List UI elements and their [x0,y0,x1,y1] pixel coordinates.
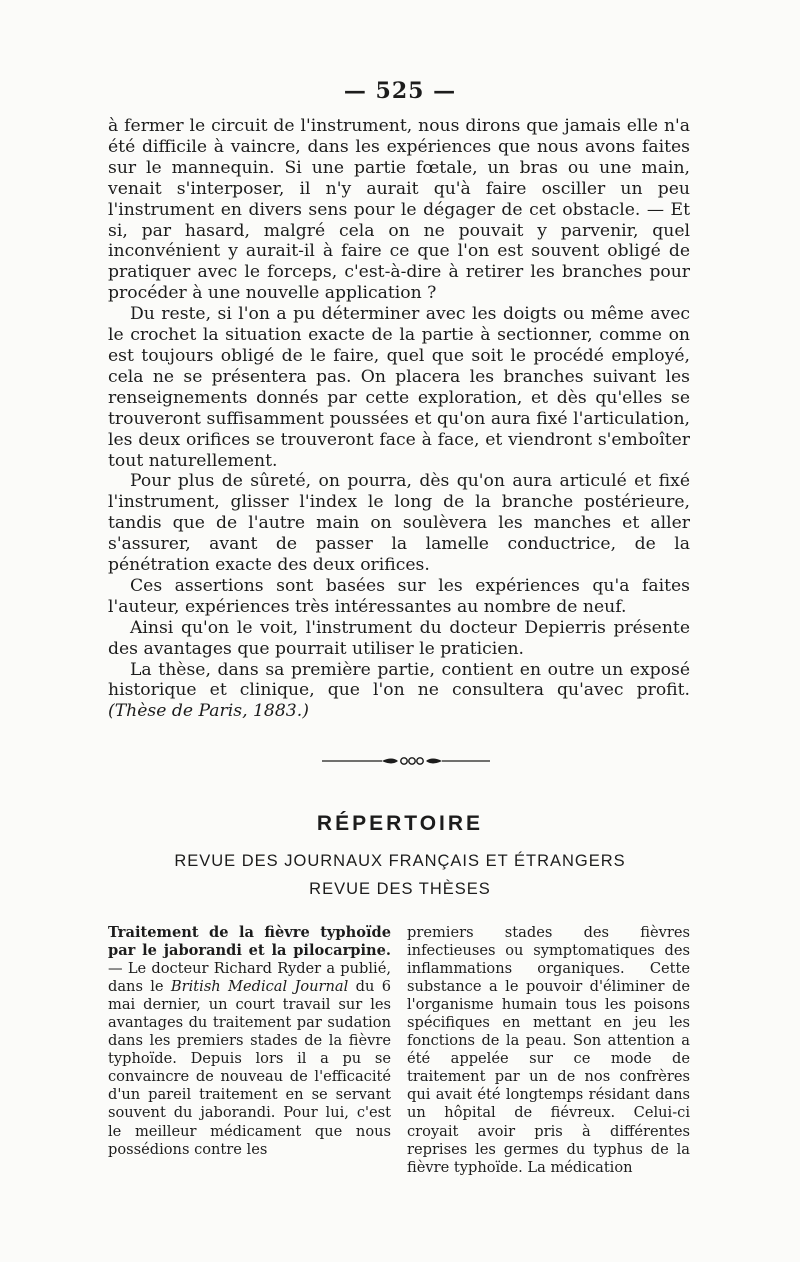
page-number: — 525 — [343,78,457,104]
article-left-text-b: du 6 mai dernier, un court travail sur les avantages du traitement par sudation dans les premiers stades de la fièvre typhoïde. Depuis lors il a pu se convaincre de nouveau de l'efficacité d'un pareil traitement en se servant souvent du jaborandi. Pour lui, c'est le meilleur médicament que nous possédions contre les [108,978,391,1158]
article-left-paragraph [108,924,391,1159]
paragraph-1: à fermer le circuit de l'instrument, nous dirons que jamais elle n'a été difficile à vaincre, dans les expériences que nous avons faites sur le mannequin. Si une partie fœtale, un bras ou une main, venait s'interposer, il n'y aurait qu'à faire osciller un peu l'instrument en divers sens pour le dégager de cet obstacle. — Et si, par hasard, malgré cela on ne pouvait y parvenir, quel inconvénient y aurait-il à faire ce que l'on est souvent obligé de pratiquer avec le forceps, c'est-à-dire à retirer les branches pour procéder à une nouvelle application ? [108,116,690,304]
body-text [108,116,690,722]
paragraph-6 [108,660,690,723]
article-left-text-a: — Le docteur Richard Ryder a publié, dans le [108,960,391,996]
article-column-left [108,924,391,1159]
repertoire-title: RÉPERTOIRE [316,812,484,835]
repertoire-section: REVUE DES THÈSES [309,880,491,898]
journal-name: British Medical Journal [170,978,349,996]
thesis-reference: (Thèse de Paris, 1883.) [108,701,309,722]
repertoire-subtitle: REVUE DES JOURNAUX FRANÇAIS ET ÉTRANGERS [174,852,626,870]
article-column-right [407,924,690,1177]
article-title: Traitement de la fièvre typhoïde par le jaborandi et la pilocarpine. [108,924,391,960]
paragraph-5: Ainsi qu'on le voit, l'instrument du docteur Depierris présente des avantages que pourrait utiliser le praticien. [108,617,690,659]
paragraph-4: Ces assertions sont basées sur les expériences qu'a faites l'auteur, expériences très intéressantes au nombre de neuf. [108,575,690,617]
article-right-paragraph: premiers stades des fièvres infectieuses ou symptomatiques des inflammations organiques. Cette substance a le pouvoir d'éliminer de l'organisme humain tous les poisons spécifiques en mettant en jeu les fonctions de la peau. Son attention a été appelée sur ce mode de traitement par un de nos confrères qui avait été longtemps résidant dans un hôpital de fiévreux. Celui-ci croyait avoir pris à différentes reprises les germes du typhus de la fièvre typhoïde. La médication [407,924,690,1176]
paragraph-6-text: La thèse, dans sa première partie, contient en outre un exposé historique et clinique, que l'on ne consultera qu'avec profit. [108,659,690,701]
paragraph-3: Pour plus de sûreté, on pourra, dès qu'on aura articulé et fixé l'instrument, glisser l'index le long de la branche postérieure, tandis que de l'autre main on soulèvera les manches et aller s'assurer, avant de passer la lamelle conductrice, de la pénétration exacte des deux orifices. [108,471,690,576]
paragraph-2: Du reste, si l'on a pu déterminer avec les doigts ou même avec le crochet la situation exacte de la partie à sectionner, comme on est toujours obligé de le faire, quel que soit le procédé employé, cela ne se présentera pas. On placera les branches suivant les renseignements donnés par cette exploration, et dès qu'elles se trouveront suffisamment poussées et qu'on aura fixé l'articulation, les deux orifices se trouveront face à face, et viendront s'emboîter tout naturellement. [108,304,690,471]
ornamental-divider [322,754,490,768]
